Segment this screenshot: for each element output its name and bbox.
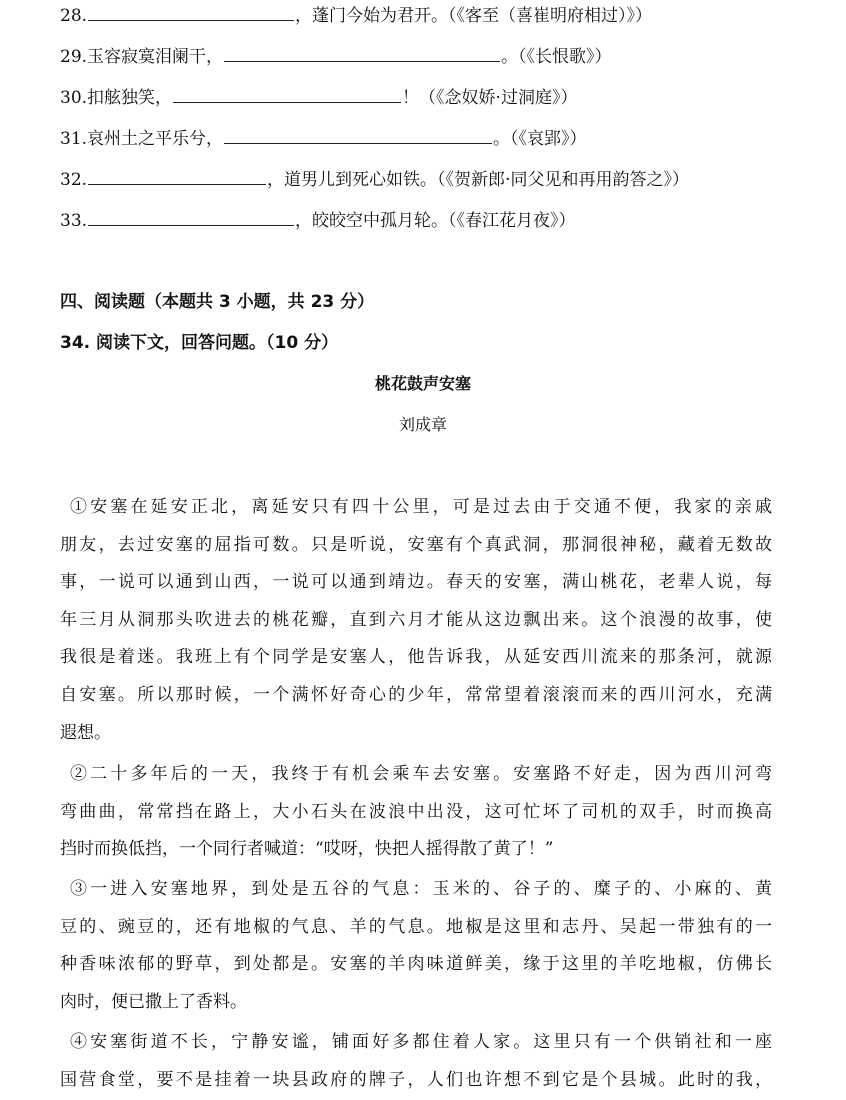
paragraph-line: 自安塞。所以那时候，一个满怀好奇心的少年，常常望着滚滚而来的西川河水，充满 [60,684,772,705]
question-text-after: ，皎皎空中孤月轮。（《春江花月夜》） [295,211,576,231]
question-31 [60,126,587,151]
paragraph-line: 弯曲曲，常常挡在路上，大小石头在波浪中出没，这可忙坏了司机的双手，时而换高 [60,801,772,822]
paragraph-line: ②二十多年后的一天，我终于有机会乘车去安塞。安塞路不好走，因为西川河弯 [70,764,772,784]
paragraph-line: ①安塞在延安正北，离延安只有四十公里，可是过去由于交通不便，我家的亲戚 [70,497,772,517]
question-text-before: 扣舷独笑， [87,88,173,108]
question-text-after: 。（《长恨歌》） [501,47,612,67]
question-34-prompt: 34. 阅读下文，回答问题。（10 分） [60,333,339,353]
question-text-after: ，道男儿到死心如铁。（《贺新郎·同父见和再用韵答之》） [267,170,689,190]
question-text-after: 。（《哀郢》） [493,129,587,149]
answer-blank[interactable] [224,44,500,62]
question-30 [60,85,577,110]
question-number: 31. [60,129,88,149]
paragraph-line: 我很是着迷。我班上有个同学是安塞人，他告诉我，从延安西川流来的那条河，就源 [60,647,772,668]
answer-blank[interactable] [88,208,294,226]
answer-blank[interactable] [224,126,492,144]
paragraph-line: 事，一说可以通到山西，一说可以通到靖边。春天的安塞，满山桃花，老辈人说，每 [60,572,772,593]
question-number: 29. [60,47,88,67]
question-number: 33. [60,211,88,231]
paragraph-line: 种香味浓郁的野草，到处都是。安塞的羊肉味道鲜美，缘于这里的羊吃地椒，仿佛长 [60,954,772,975]
paragraph-line: 朋友，去过安塞的屈指可数。只是听说，安塞有个真武洞，那洞很神秘，藏着无数故 [60,534,772,555]
question-text-after: ！（《念奴娇·过洞庭》） [402,88,578,108]
paragraph-line: 肉时，便已撒上了香料。 [60,991,247,1012]
paragraph-line: ③一进入安塞地界，到处是五谷的气息：玉米的、谷子的、糜子的、小麻的、黄 [70,879,772,899]
section-heading: 四、阅读题（本题共 3 小题，共 23 分） [60,292,375,312]
paragraph-line: 年三月从洞那头吹进去的桃花瓣，直到六月才能从这边飘出来。这个浪漫的故事，使 [60,609,772,630]
question-29 [60,44,612,69]
paragraph-line: 挡时而换低挡，一个同行者喊道：“哎呀，快把人摇得散了黄了！” [60,839,554,860]
article-paragraph-1 [60,489,772,752]
answer-blank[interactable] [88,3,294,21]
article-title: 桃花鼓声安塞 [374,374,471,393]
answer-blank[interactable] [173,85,401,103]
article-paragraph-2 [60,756,772,869]
article-paragraph-3 [60,871,772,1021]
question-text-before: 哀州土之平乐兮， [87,129,224,149]
article-author: 刘成章 [398,415,447,434]
paragraph-line: 豆的、豌豆的，还有地椒的气息、羊的气息。地椒是这里和志丹、吴起一带独有的一 [60,916,772,937]
question-number: 28. [60,6,88,26]
question-number: 32. [60,170,88,190]
question-33 [60,208,576,233]
paragraph-line: 国营食堂，要不是挂着一块县政府的牌子，人们也许想不到它是个县城。此时的我， [60,1069,772,1090]
paragraph-line: 遐想。 [60,722,111,743]
question-text-before: 玉容寂寞泪阑干， [87,47,224,67]
answer-blank[interactable] [88,167,266,185]
article-paragraph-4 [60,1024,772,1099]
paragraph-line: ④安塞街道不长，宁静安谧，铺面好多都住着人家。这里只有一个供销社和一座 [70,1032,772,1052]
question-28 [60,3,652,28]
question-32 [60,167,689,192]
question-number: 30. [60,88,88,108]
question-text-after: ，蓬门今始为君开。（《客至（喜崔明府相过）》） [295,6,653,26]
